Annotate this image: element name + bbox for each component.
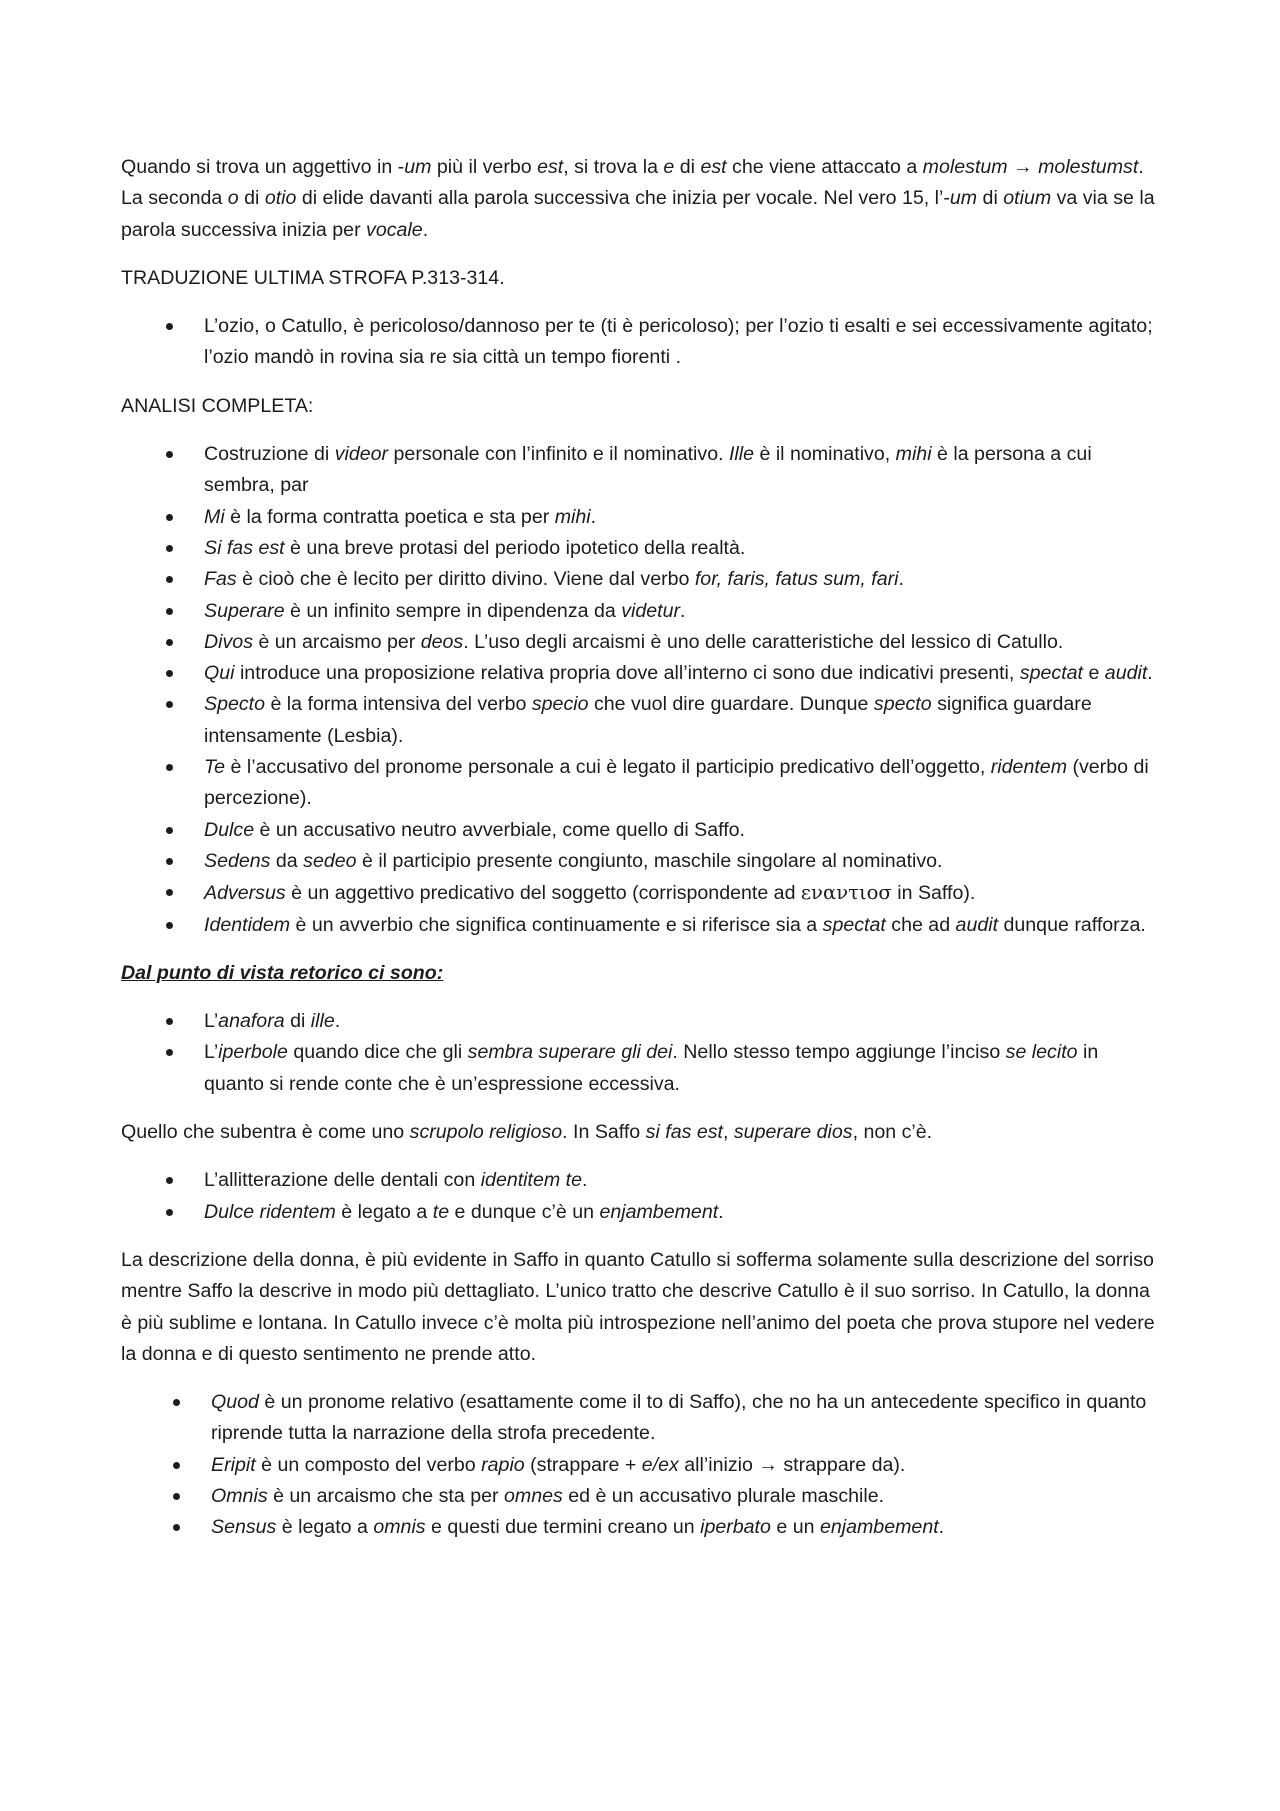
list-item: Omnis è un arcaismo che sta per omnes ed è un accusativo plurale maschile. <box>121 1481 1160 1512</box>
arrow-icon: → <box>758 1453 778 1476</box>
heading-traduzione: TRADUZIONE ULTIMA STROFA P.313-314. <box>121 266 505 289</box>
greek-word: εναντιοσ <box>800 881 892 905</box>
retorico-list <box>121 1006 1160 1100</box>
list-item: Quod è un pronome relativo (esattamente come il to di Saffo), che no ha un antecedente specifico in quanto riprende tutta la narrazione della strofa precedente. <box>121 1387 1160 1450</box>
list-item: Sedens da sedeo è il participio presente congiunto, maschile singolare al nominativo. <box>121 846 1160 877</box>
list-item: Adversus è un aggettivo predicativo del soggetto (corrispondente ad εναντιοσ in Saffo). <box>121 877 1160 909</box>
retorico-list-2 <box>121 1165 1160 1228</box>
list-item: L’allitterazione delle dentali con identitem te. <box>121 1165 1160 1196</box>
list-item: Sensus è legato a omnis e questi due termini creano un iperbato e un enjambement. <box>121 1512 1160 1543</box>
list-item: Costruzione di videor personale con l’infinito e il nominativo. Ille è il nominativo, mihi è la persona a cui sembra, par <box>121 439 1160 502</box>
paragraph-intro: Quando si trova un aggettivo in -um più il verbo est, si trova la e di est che viene attaccato a molestum → molestumst. La seconda o di otio di elide davanti alla parola successiva che inizia per vocale. Nel vero 15, l’-um di otium va via se la parola successiva inizia per vocale. <box>121 156 1155 241</box>
traduzione-list <box>121 311 1160 374</box>
list-item: L’anafora di ille. <box>121 1006 1160 1037</box>
list-item: Mi è la forma contratta poetica e sta per mihi. <box>121 502 1160 533</box>
paragraph-scrupolo: Quello che subentra è come uno scrupolo religioso. In Saffo si fas est, superare dios, non c’è. <box>121 1121 933 1144</box>
analisi-list <box>121 439 1160 941</box>
heading-analisi: ANALISI COMPLETA: <box>121 394 314 417</box>
final-list <box>121 1387 1160 1543</box>
list-item: Dulce ridentem è legato a te e dunque c’è un enjambement. <box>121 1197 1160 1228</box>
list-item: L’iperbole quando dice che gli sembra superare gli dei. Nello stesso tempo aggiunge l’inciso se lecito in quanto si rende conte che è un’espressione eccessiva. <box>121 1037 1160 1100</box>
list-item: Si fas est è una breve protasi del periodo ipotetico della realtà. <box>121 533 1160 564</box>
paragraph-descrizione: La descrizione della donna, è più evidente in Saffo in quanto Catullo si sofferma solamente sulla descrizione del sorriso mentre Saffo la descrive in modo più dettagliato. L’unico tratto che descrive Catullo è il suo sorriso. In Catullo, la donna è più sublime e lontana. In Catullo invece c’è molta più introspezione nell’animo del poeta che prova stupore nel vedere la donna e di questo sentimento ne prende atto. <box>121 1248 1155 1365</box>
list-item: Fas è cioò che è lecito per diritto divino. Viene dal verbo for, faris, fatus sum, fari. <box>121 564 1160 595</box>
list-item: Superare è un infinito sempre in dipendenza da videtur. <box>121 596 1160 627</box>
list-item: L’ozio, o Catullo, è pericoloso/dannoso per te (ti è pericoloso); per l’ozio ti esalti e sei eccessivamente agitato; l’ozio mandò in rovina sia re sia città un tempo fiorenti . <box>121 311 1160 374</box>
list-item: Eripit è un composto del verbo rapio (strappare + e/ex all’inizio → strappare da). <box>121 1450 1160 1481</box>
list-item: Identidem è un avverbio che significa continuamente e si riferisce sia a spectat che ad audit dunque rafforza. <box>121 910 1160 941</box>
list-item: Divos è un arcaismo per deos. L’uso degli arcaismi è uno delle caratteristiche del lessico di Catullo. <box>121 627 1160 658</box>
list-item: Te è l’accusativo del pronome personale a cui è legato il participio predicativo dell’oggetto, ridentem (verbo di percezione). <box>121 752 1160 815</box>
list-item: Dulce è un accusativo neutro avverbiale, come quello di Saffo. <box>121 815 1160 846</box>
list-item: Specto è la forma intensiva del verbo specio che vuol dire guardare. Dunque specto significa guardare intensamente (Lesbia). <box>121 689 1160 752</box>
heading-retorico: Dal punto di vista retorico ci sono: <box>121 961 444 984</box>
list-item: Qui introduce una proposizione relativa propria dove all’interno ci sono due indicativi presenti, spectat e audit. <box>121 658 1160 689</box>
